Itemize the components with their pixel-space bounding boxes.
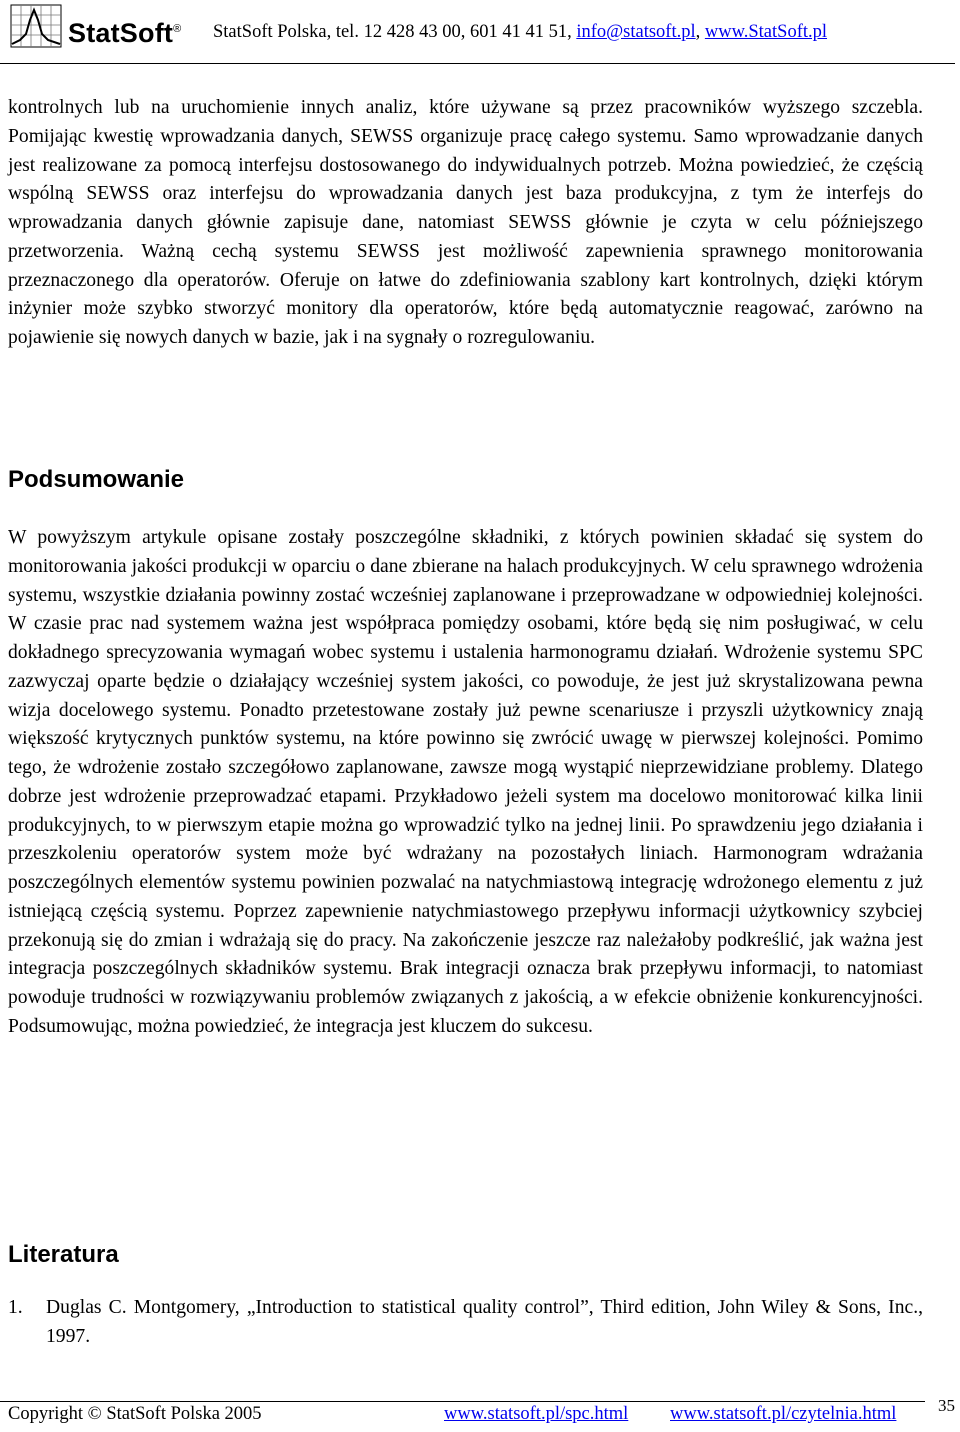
section-heading-literature: Literatura: [8, 1241, 119, 1268]
reference-list: [8, 1294, 923, 1352]
chart-logo-icon: [10, 4, 64, 50]
reference-number: 1.: [8, 1297, 23, 1318]
logo-wordmark: StatSoft®: [68, 18, 182, 48]
copyright-text: Copyright © StatSoft Polska 2005: [8, 1404, 262, 1424]
statsoft-logo: [10, 4, 200, 50]
spc-link[interactable]: www.statsoft.pl/spc.html: [444, 1404, 629, 1424]
footer-divider: [0, 1401, 925, 1402]
header-contact: StatSoft Polska, tel. 12 428 43 00, 601 41 41 51, info@statsoft.pl, www.StatSoft.pl: [213, 22, 828, 42]
reference-item: [8, 1294, 923, 1352]
section-heading-summary: Podsumowanie: [8, 466, 185, 493]
header-divider: [0, 63, 955, 64]
body-paragraph-1: kontrolnych lub na uruchomienie innych analiz, które używane są przez pracowników wyższego szczebla. Pomijając kwestię wprowadzania danych, SEWSS organizuje pracę całego systemu. Samo wprowadzanie danych jest realizowane za pomocą interfejsu dostosowanego do indywidualnych potrzeb. Można powiedzieć, że częścią wspólną SEWSS oraz interfejsu do wprowadzania danych jest baza produkcyjna, z tym że interfejs do wprowadzania danych głównie zapisuje dane, natomiast SEWSS głównie je czyta w celu późniejszego przetworzenia. Ważną cechą systemu SEWSS jest możliwość zapewnienia sprawnego monitorowania przeznaczonego dla operatorów. Oferuje on łatwe do zdefiniowania szablony kart kontrolnych, dzięki którym inżynier może szybko stworzyć monitory dla operatorów, które będą automatycznie reagować, zarówno na pojawienie się nowych danych w bazie, jak i na sygnały o rozregulowaniu.: [8, 97, 923, 348]
body-paragraph-2: W powyższym artykule opisane zostały poszczególne składniki, z których powinien składać się system do monitorowania jakości produkcji w oparciu o dane zbierane na halach produkcyjnych. W celu sprawnego wdrożenia systemu, wszystkie działania powinny zostać wcześniej zaplanowane i przeprowadzane w odpowiedniej kolejności. W czasie prac nad systemem ważna jest współpraca pomiędzy osobami, które będą się nim posługiwać, w celu dokładnego sprecyzowania wymagań wobec systemu i ustalenia harmonogramu działań. Wdrożenie systemu SPC zazwyczaj oparte będzie o działający wcześniej system jakości, co powoduje, że jest już skrystalizowana pewna wizja docelowego systemu. Ponadto przetestowane zostały już pewne scenariusze i przyszli użytkownicy znają większość krytycznych punktów systemu, na które powinno się zwrócić uwagę w pierwszej kolejności. Pomimo tego, że wdrożenie zostało szczegółowo zaplanowane, zawsze mogą wystąpić nieprzewidziane problemy. Dlatego dobrze jest wdrożenie przeprowadzać etapami. Przykładowo jeżeli system ma docelowo monitorować kilka linii produkcyjnych, to w pierwszym etapie można go wprowadzić tylko na jednej linii. Po sprawdzeniu jego działania i przeszkoleniu operatorów system może być wdrażany na pozostałych liniach. Harmonogram wdrażania poszczególnych elementów systemu powinien pozwalać na natychmiastową integrację wdrożonego elementu z już istniejącą częścią systemu. Poprzez zapewnienie natychmiastowego przepływu informacji użytkownicy szybciej przekonują się do zmian i wdrażają się do pracy. Na zakończenie jeszcze raz należałoby podkreślić, jak ważna jest integracja poszczególnych składników systemu. Brak integracji oznacza brak przepływu informacji, to natomiast powoduje trudności w rozwiązywaniu problemów związanych z jakością, a w efekcie obniżenie konkurencyjności. Podsumowując, można powiedzieć, że integracja jest kluczem do sukcesu.: [8, 527, 923, 1037]
reference-text: Duglas C. Montgomery, „Introduction to statistical quality control”, Third edition, John Wiley & Sons, Inc., 1997.: [46, 1297, 923, 1347]
czytelnia-link[interactable]: www.statsoft.pl/czytelnia.html: [670, 1404, 897, 1424]
page-number: 35: [938, 1396, 955, 1415]
page-header: [0, 0, 960, 64]
website-link[interactable]: www.StatSoft.pl: [704, 22, 828, 42]
email-link[interactable]: info@statsoft.pl: [576, 22, 696, 42]
